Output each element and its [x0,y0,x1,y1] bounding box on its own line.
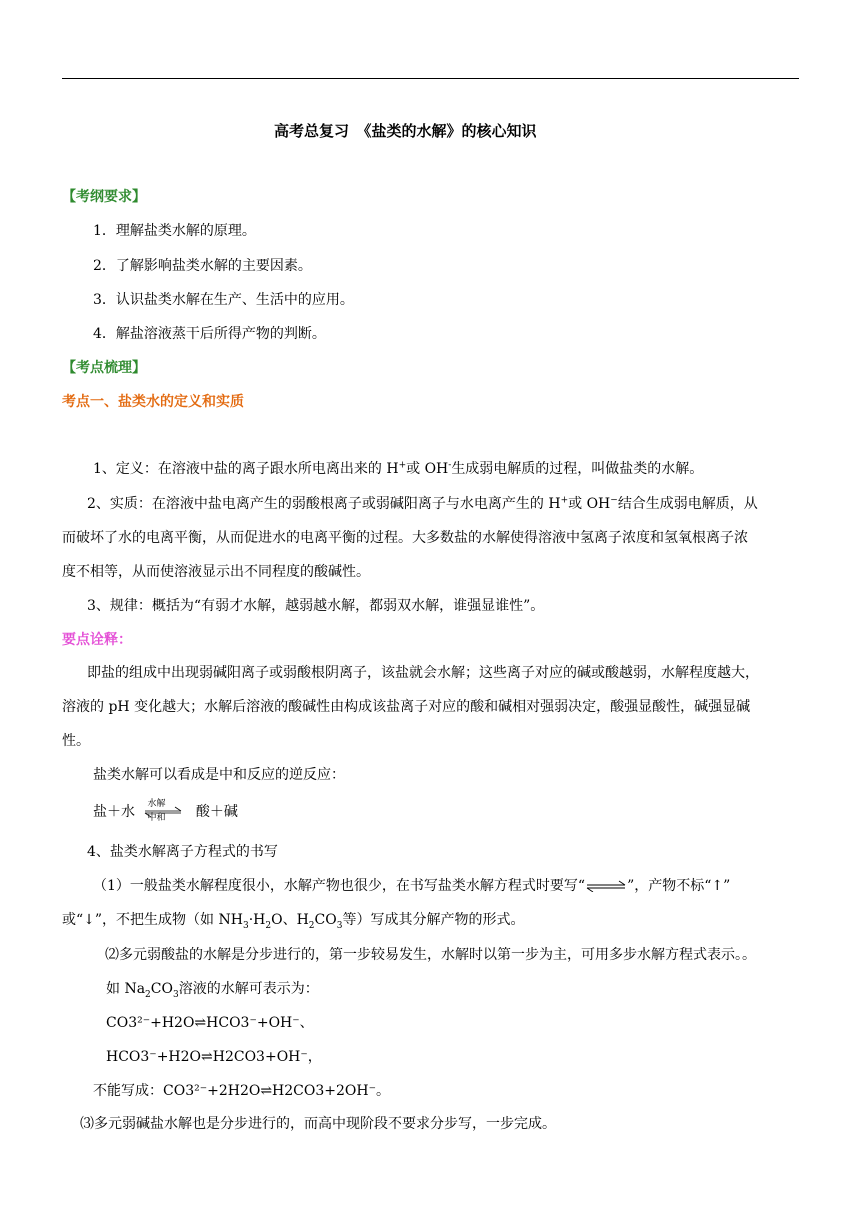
kaogang-item-3: 3．认识盐类水解在生产、生活中的应用。 [93,292,354,308]
essence-sup: + [560,495,569,506]
equation-3-label: 不能写成： [93,1083,163,1099]
header-rule [62,78,799,79]
notes-line-3: 性。 [62,733,90,749]
kaogang-item-4: 4．解盐溶液蒸干后所得产物的判断。 [93,326,326,342]
writing-s2-example-b: CO [150,981,173,997]
essence-line-3: 度不相等，从而使溶液显示出不同程度的酸碱性。 [62,564,370,580]
essence-line-2: 而破坏了水的电离平衡，从而促进水的电离平衡的过程。大多数盐的水解使得溶液中氢离子浓度和氢氧根离子浓 [62,530,748,546]
essence-text-c: 结合生成弱电解质，从 [617,496,758,512]
notes-line-2: 溶液的 pH 变化越大；水解后溶液的酸碱性由构成该盐离子对应的酸和碱相对强弱决定，酸强显酸性，碱强显碱 [62,699,751,715]
reversible-arrow-icon [585,880,627,892]
essence-text-a: 2、实质：在溶液中盐电离产生的弱酸根离子或弱碱阳离子与水电离产生的 H [87,496,561,512]
essence-sup2: − [610,495,618,506]
definition-text-c: 生成弱电解质的过程，叫做盐类的水解。 [451,461,704,477]
equation-3-line [93,1081,390,1101]
essence-text-b: 或 OH [568,496,611,512]
kaogang-item-1: 1．理解盐类水解的原理。 [93,223,256,239]
equation-right: 酸＋碱 [195,804,238,820]
writing-s1-line2-d: CO [314,912,337,928]
equation-3: CO3²⁻+2H2O⇌H2CO3+2OH⁻。 [163,1083,390,1099]
writing-s1-text-a: （1）一般盐类水解程度很小，水解产物也很少，在书写盐类水解方程式时要写“ [93,878,586,894]
equation-1: CO3²⁻+H2O⇌HCO3⁻+OH⁻、 [106,1015,314,1031]
definition-paragraph [93,459,703,479]
definition-sup2: - [448,460,452,471]
rule-line: 3、规律：概括为“有弱才水解，越弱越水解，都弱双水解，谁强显谁性”。 [87,598,545,614]
essence-line-1 [87,494,758,514]
writing-s1-line2-e: 等）写成其分解产物的形式。 [342,912,525,928]
writing-s2-example-a: 如 Na [106,981,146,997]
writing-s2-example: 如 $Na_2CO_3$溶液的水解可表示为： [106,981,319,1000]
writing-s1-line2-a: 或“↓”，不把生成物（如 NH [62,912,243,928]
notes-heading: 要点诠释： [62,632,132,648]
writing-s1-line2-b: ·H [248,912,266,928]
writing-s1-line-2: 或“↓”，不把生成物（如 $NH_3\cdot H_2O$、$H_2CO_3$等）写成其分解产物的形式。 [62,912,525,931]
section-heading-kaogang: 【考纲要求】 [62,189,146,205]
equation-up-label: 水解 [147,799,166,809]
neutralization-equation [93,801,238,823]
page-title: 高考总复习 《盐类的水解》的核心知识 [274,122,537,140]
definition-text-a: 1、定义：在溶液中盐的离子跟水所电离出来的 H [93,461,399,477]
equation-down-label: 中和 [147,813,166,823]
writing-s1-line-1 [93,876,730,896]
notes-line-1: 即盐的组成中出现弱碱阳离子或弱酸根阴离子，该盐就会水解；这些离子对应的碱或酸越弱，水解程度越大， [87,665,759,681]
equation-2: HCO3⁻+H2O⇌H2CO3+OH⁻， [106,1049,322,1065]
kaogang-item-2: 2．了解影响盐类水解的主要因素。 [93,258,312,274]
definition-text-b: 或 OH [406,461,449,477]
writing-heading: 4、盐类水解离子方程式的书写 [87,844,278,860]
section-heading-kaodian: 【考点梳理】 [62,360,146,376]
writing-s2: ⑵多元弱酸盐的水解是分步进行的，第一步较易发生，水解时以第一步为主，可用多步水解方程式表示。。 [105,947,756,963]
writing-s2-example-c: 溶液的水解可表示为： [178,981,319,997]
equation-left: 盐＋水 [93,804,135,820]
notes-reverse-line: 盐类水解可以看成是中和反应的逆反应： [93,767,345,783]
definition-sup: + [398,460,407,471]
point-one-heading: 考点一、盐类水的定义和实质 [62,394,244,410]
equilibrium-mark [141,801,185,823]
writing-s1-text-b: ”，产物不标“↑” [627,878,731,894]
writing-s3: ⑶多元弱碱盐水解也是分步进行的，而高中现阶段不要求分步写，一步完成。 [80,1116,556,1132]
writing-s1-line2-c: O、H [271,912,309,928]
